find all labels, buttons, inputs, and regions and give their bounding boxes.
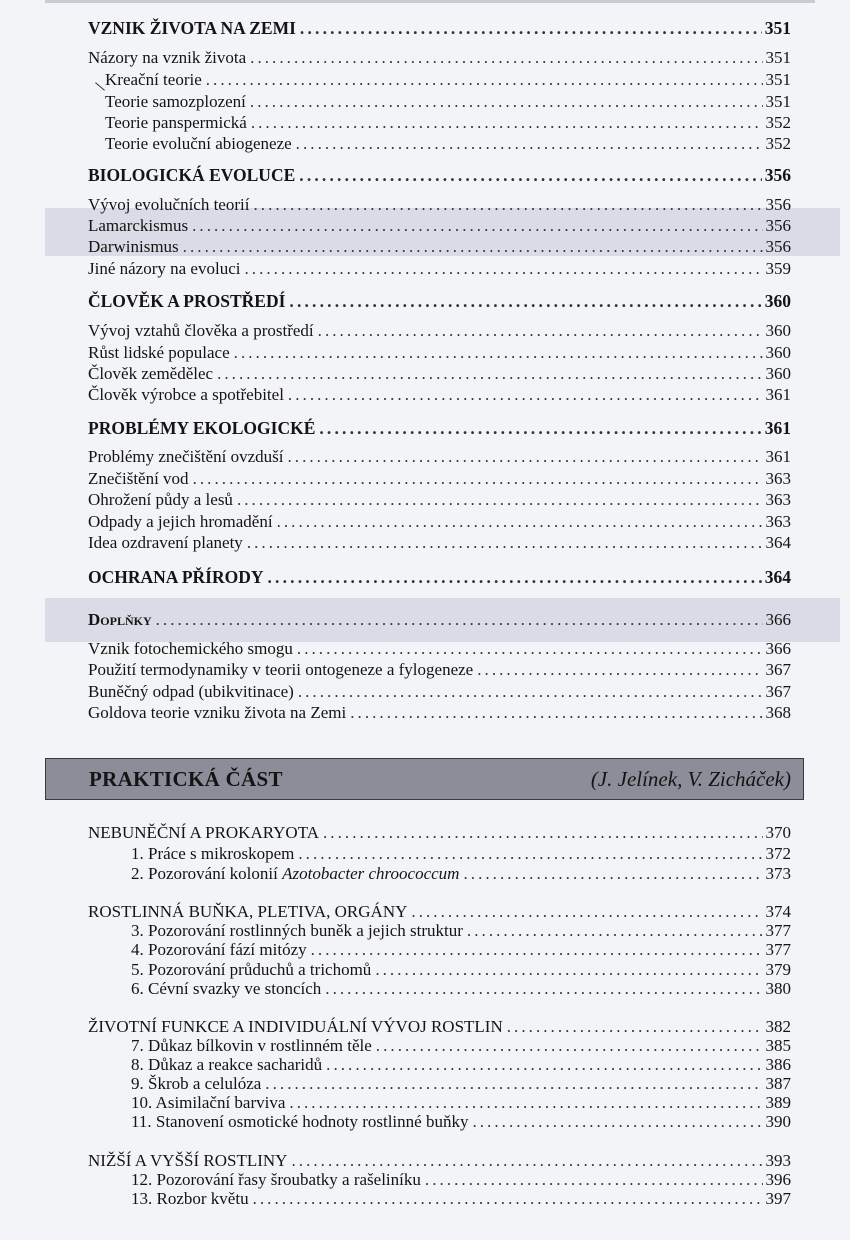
page-number: 360 — [764, 291, 791, 311]
entry-label: Vývoj evolučních teorií — [88, 195, 250, 214]
page-number: 382 — [765, 1017, 791, 1036]
entry-label: 11. Stanovení osmotické hodnoty rostlinné buňky — [131, 1112, 469, 1131]
toc-entry — [131, 1188, 791, 1210]
entry-label: Růst lidské populace — [88, 343, 230, 362]
leader-dots — [250, 47, 762, 69]
page-number: 351 — [765, 70, 791, 89]
entry-label: Teorie samozplození — [105, 92, 246, 111]
page-number: 377 — [765, 921, 791, 940]
entry-label: ČLOVĚK A PROSTŘEDÍ — [88, 291, 286, 311]
entry-label: Lamarckismus — [88, 216, 189, 235]
toc-entry — [88, 489, 791, 511]
entry-label: 4. Pozorování fází mitózy — [131, 940, 307, 959]
toc-entry — [88, 446, 791, 468]
page-number: 359 — [765, 259, 791, 278]
leader-dots — [277, 511, 763, 533]
leader-dots — [477, 659, 762, 681]
toc-entry — [88, 215, 791, 237]
entry-label: 9. Škrob a celulóza — [131, 1074, 262, 1093]
entry-label: Člověk výrobce a spotřebitel — [88, 385, 284, 404]
section-title — [88, 290, 791, 312]
leader-dots — [287, 446, 762, 468]
toc-entry — [88, 511, 791, 533]
leader-dots — [288, 384, 763, 406]
leader-dots — [247, 532, 763, 554]
entry-label: 10. Asimilační barviva — [131, 1093, 286, 1112]
leader-dots — [206, 69, 763, 91]
entry-label: Kreační teorie — [105, 70, 202, 89]
entry-label: Jiné názory na evoluci — [88, 259, 241, 278]
page-number: 361 — [765, 385, 791, 404]
page-number: 385 — [765, 1036, 791, 1055]
page-number: 377 — [765, 940, 791, 959]
entry-label: Vývoj vztahů člověka a prostředí — [88, 321, 314, 340]
page-number: 351 — [765, 48, 791, 67]
page-number: 351 — [765, 92, 791, 111]
page-number: 366 — [765, 639, 791, 658]
page-number: 356 — [765, 216, 791, 235]
toc-entry — [88, 532, 791, 554]
practical-header — [45, 758, 804, 800]
leader-dots — [234, 342, 763, 364]
entry-label: Teorie panspermická — [105, 113, 247, 132]
toc-entry — [105, 112, 791, 134]
page-number: 373 — [765, 864, 791, 883]
entry-label: 13. Rozbor květu — [131, 1189, 249, 1208]
toc-entry — [131, 843, 791, 865]
page-number: 366 — [765, 610, 791, 629]
entry-label: BIOLOGICKÁ EVOLUCE — [88, 165, 296, 185]
page-number: 390 — [765, 1112, 791, 1131]
pen-mark — [95, 82, 105, 90]
entry-label: PROBLÉMY EKOLOGICKÉ — [88, 418, 316, 438]
leader-dots — [244, 258, 762, 280]
toc-entry — [88, 236, 791, 258]
entry-label: Darwinismus — [88, 237, 179, 256]
leader-dots — [183, 236, 763, 258]
entry-label: 12. Pozorování řasy šroubatky a rašeliníku — [131, 1170, 421, 1189]
leader-dots — [237, 489, 763, 511]
section-title — [88, 164, 791, 186]
leader-dots — [217, 363, 762, 385]
page-number: 360 — [765, 364, 791, 383]
page-number: 387 — [765, 1074, 791, 1093]
page-number: 364 — [765, 533, 791, 552]
toc-entry — [88, 681, 791, 703]
toc-entry — [88, 320, 791, 342]
leader-dots — [463, 863, 762, 885]
leader-dots — [472, 1111, 762, 1133]
toc-entry — [88, 638, 791, 660]
leader-dots — [251, 112, 763, 134]
entry-label: Vznik fotochemického smogu — [88, 639, 293, 658]
page-number: 364 — [764, 567, 791, 587]
toc-entry — [105, 91, 791, 113]
page-number: 363 — [765, 512, 791, 531]
leader-dots — [298, 843, 762, 865]
page-number: 361 — [765, 447, 791, 466]
page-number: 368 — [765, 703, 791, 722]
entry-label: 2. Pozorování kolonií Azotobacter chroococcum — [131, 864, 460, 883]
page-number: 393 — [765, 1151, 791, 1170]
leader-dots — [253, 1188, 763, 1210]
leader-dots — [297, 638, 763, 660]
toc-entry — [88, 702, 791, 724]
page-number: 367 — [765, 660, 791, 679]
section-title — [88, 17, 791, 39]
entry-label: 3. Pozorování rostlinných buněk a jejich struktur — [131, 921, 463, 940]
page-number: 363 — [765, 469, 791, 488]
toc-entry — [131, 863, 791, 885]
section-title — [88, 566, 791, 588]
entry-label: 1. Práce s mikroskopem — [131, 844, 295, 863]
page-number: 396 — [765, 1170, 791, 1189]
leader-dots — [299, 164, 761, 186]
page-number: 351 — [764, 18, 791, 38]
leader-dots — [311, 939, 763, 961]
entry-label: Znečištění vod — [88, 469, 189, 488]
leader-dots — [156, 609, 763, 631]
page-number: 356 — [765, 195, 791, 214]
practical-title: PRAKTICKÁ ČÁST — [89, 766, 283, 791]
page-number: 389 — [765, 1093, 791, 1112]
page-number: 363 — [765, 490, 791, 509]
group-title — [88, 822, 791, 844]
entry-label: Ohrožení půdy a lesů — [88, 490, 233, 509]
leader-dots — [318, 320, 763, 342]
leader-dots — [319, 417, 761, 439]
entry-label: 8. Důkaz a reakce sacharidů — [131, 1055, 323, 1074]
entry-label: Goldova teorie vzniku života na Zemi — [88, 703, 347, 722]
page-number: 352 — [765, 113, 791, 132]
entry-label: Problémy znečištění ovzduší — [88, 447, 284, 466]
entry-label: Odpady a jejich hromadění — [88, 512, 273, 531]
entry-label: Doplňky — [88, 610, 152, 629]
leader-dots — [325, 978, 762, 1000]
toc-entry — [88, 468, 791, 490]
leader-dots — [296, 133, 763, 155]
page-number: 360 — [765, 321, 791, 340]
page-number: 356 — [765, 237, 791, 256]
page-number: 361 — [764, 418, 791, 438]
entry-label: Idea ozdravení planety — [88, 533, 243, 552]
entry-label: ROSTLINNÁ BUŇKA, PLETIVA, ORGÁNY — [88, 902, 408, 921]
leader-dots — [300, 17, 762, 39]
page-number: 374 — [765, 902, 791, 921]
leader-dots — [323, 822, 763, 844]
toc-entry — [131, 939, 791, 961]
entry-label: NEBUNĚČNÍ A PROKARYOTA — [88, 823, 319, 842]
leader-dots — [268, 566, 762, 588]
page-number: 379 — [765, 960, 791, 979]
doplnky-title — [88, 609, 791, 631]
page-number: 370 — [765, 823, 791, 842]
page-number: 360 — [765, 343, 791, 362]
page-number: 397 — [765, 1189, 791, 1208]
toc-entry — [88, 342, 791, 364]
toc-entry — [88, 363, 791, 385]
toc-entry — [105, 69, 791, 91]
toc-entry — [88, 47, 791, 69]
entry-label: Člověk zemědělec — [88, 364, 214, 383]
entry-label: 7. Důkaz bílkovin v rostlinném těle — [131, 1036, 372, 1055]
leader-dots — [350, 702, 762, 724]
page-number: 356 — [764, 165, 791, 185]
entry-label: Použití termodynamiky v teorii ontogeneze a fylogeneze — [88, 660, 474, 679]
toc-entry — [88, 659, 791, 681]
entry-label: Názory na vznik života — [88, 48, 247, 67]
toc-entry — [88, 194, 791, 216]
section-title — [88, 417, 791, 439]
leader-dots — [192, 215, 762, 237]
toc-entry — [131, 978, 791, 1000]
toc-entry — [105, 133, 791, 155]
page-number: 386 — [765, 1055, 791, 1074]
page-number: 372 — [765, 844, 791, 863]
entry-label: ŽIVOTNÍ FUNKCE A INDIVIDUÁLNÍ VÝVOJ ROSTLIN — [88, 1017, 503, 1036]
entry-label: VZNIK ŽIVOTA NA ZEMI — [88, 18, 296, 38]
leader-dots — [193, 468, 763, 490]
entry-label: Teorie evoluční abiogeneze — [105, 134, 292, 153]
entry-label: Buněčný odpad (ubikvitinace) — [88, 682, 294, 701]
practical-authors: (J. Jelínek, V. Zicháček) — [590, 766, 791, 791]
toc-entry — [88, 384, 791, 406]
entry-label: 6. Cévní svazky ve stoncích — [131, 979, 322, 998]
top-rule — [45, 0, 815, 3]
page-number: 352 — [765, 134, 791, 153]
toc-entry — [88, 258, 791, 280]
toc-entry — [131, 1111, 791, 1133]
leader-dots — [298, 681, 763, 703]
leader-dots — [250, 91, 763, 113]
entry-label: OCHRANA PŘÍRODY — [88, 567, 264, 587]
page-number: 367 — [765, 682, 791, 701]
entry-label: 5. Pozorování průduchů a trichomů — [131, 960, 372, 979]
leader-dots — [253, 194, 762, 216]
leader-dots — [289, 290, 761, 312]
entry-label: NIŽŠÍ A VYŠŠÍ ROSTLINY — [88, 1151, 288, 1170]
page-number: 380 — [765, 979, 791, 998]
